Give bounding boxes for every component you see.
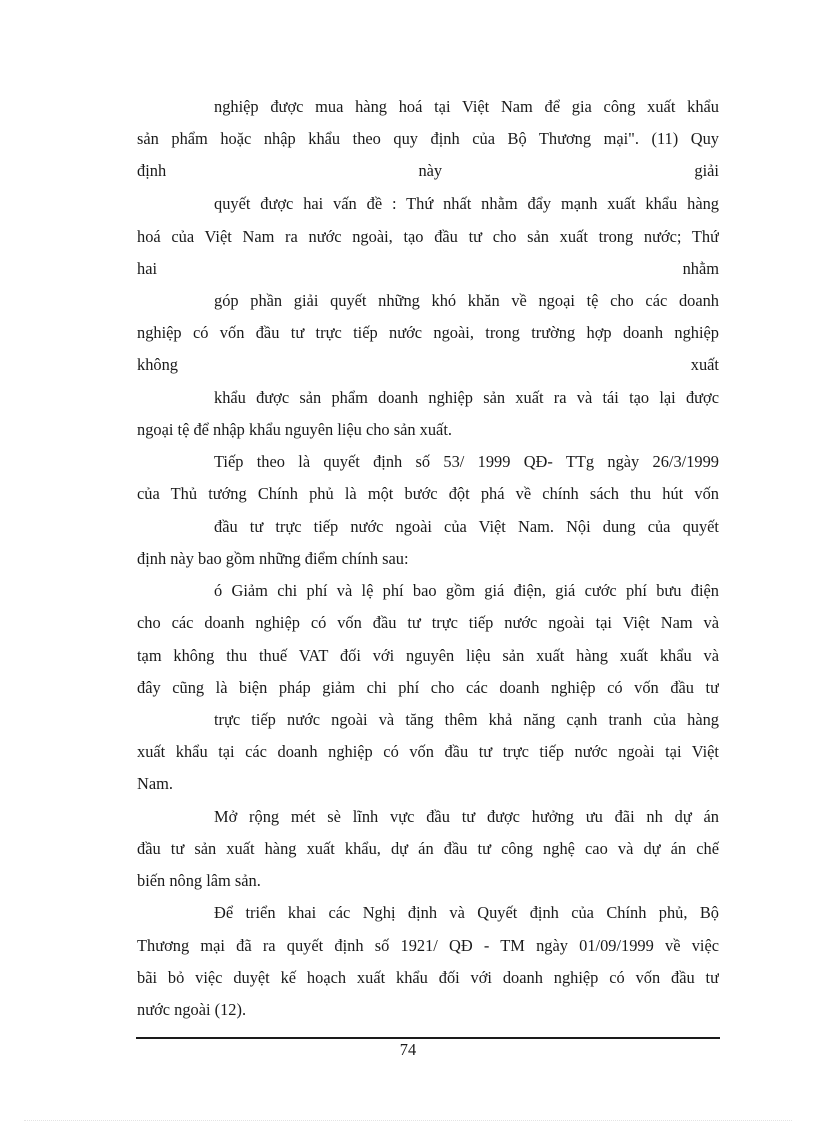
page-edge-dots <box>24 1120 792 1121</box>
text-line: tạm không thu thuế VAT đối với nguyên liệu sản xuất hàng xuất khẩu và <box>137 646 719 665</box>
word: nhằm <box>682 259 719 278</box>
word: này <box>418 161 443 180</box>
word: định <box>137 161 167 180</box>
text-line: ó Giảm chi phí và lệ phí bao gồm giá điện, giá cước phí bưu điện <box>214 581 719 600</box>
text-line: xuất khẩu tại các doanh nghiệp có vốn đầu tư trực tiếp nước ngoài tại Việt <box>137 742 719 761</box>
text-line: đầu tư trực tiếp nước ngoài của Việt Nam. Nội dung của quyết <box>214 517 719 536</box>
text-line: biến nông lâm sản. <box>137 871 261 890</box>
text-line: Mở rộng mét sè lĩnh vực đầu tư được hưởng ưu đãi nh dự án <box>214 807 719 826</box>
text-line: quyết được hai vấn đề : Thứ nhất nhằm đẩy mạnh xuất khẩu hàng <box>214 194 719 213</box>
text-line: ngoại tệ để nhập khẩu nguyên liệu cho sản xuất. <box>137 420 452 439</box>
text-line: Tiếp theo là quyết định số 53/ 1999 QĐ- TTg ngày 26/3/1999 <box>214 452 719 471</box>
text-line: nghiệp có vốn đầu tư trực tiếp nước ngoài, trong trường hợp doanh nghiệp <box>137 323 719 342</box>
text-line-spread <box>137 258 719 280</box>
text-line: nước ngoài (12). <box>137 1000 247 1019</box>
text-line: trực tiếp nước ngoài và tăng thêm khả năng cạnh tranh của hàng <box>214 710 719 729</box>
word: không <box>137 355 178 374</box>
text-line: bãi bỏ việc duyệt kế hoạch xuất khẩu đối với doanh nghiệp có vốn đầu tư <box>137 968 719 987</box>
text-line: đây cũng là biện pháp giảm chi phí cho các doanh nghiệp có vốn đầu tư <box>137 678 719 697</box>
page-number: 74 <box>399 1040 417 1059</box>
text-line-spread <box>137 160 719 182</box>
word: hai <box>137 259 158 278</box>
text-line: khẩu được sản phẩm doanh nghiệp sản xuất ra và tái tạo lại được <box>214 388 719 407</box>
text-line-spread <box>137 354 719 376</box>
text-line: định này bao gồm những điểm chính sau: <box>137 549 409 568</box>
word: giải <box>694 161 719 180</box>
text-line: của Thủ tướng Chính phủ là một bước đột phá về chính sách thu hút vốn <box>137 484 719 503</box>
text-line: nghiệp được mua hàng hoá tại Việt Nam để gia công xuất khẩu <box>214 97 719 116</box>
text-line: góp phần giải quyết những khó khăn về ngoại tệ cho các doanh <box>214 291 719 310</box>
text-line: Nam. <box>137 774 173 793</box>
text-line: hoá của Việt Nam ra nước ngoài, tạo đầu tư cho sản xuất trong nước; Thứ <box>137 227 719 246</box>
text-line: sản phẩm hoặc nhập khẩu theo quy định của Bộ Thương mại". (11) Quy <box>137 129 719 148</box>
word: xuất <box>690 355 719 374</box>
text-line: đầu tư sản xuất hàng xuất khẩu, dự án đầu tư công nghệ cao và dự án chế <box>137 839 719 858</box>
text-line: cho các doanh nghiệp có vốn đầu tư trực tiếp nước ngoài tại Việt Nam và <box>137 613 719 632</box>
text-line: Để triển khai các Nghị định và Quyết định của Chính phủ, Bộ <box>214 903 719 922</box>
text-line: Thương mại đã ra quyết định số 1921/ QĐ - TM ngày 01/09/1999 về việc <box>137 936 719 955</box>
